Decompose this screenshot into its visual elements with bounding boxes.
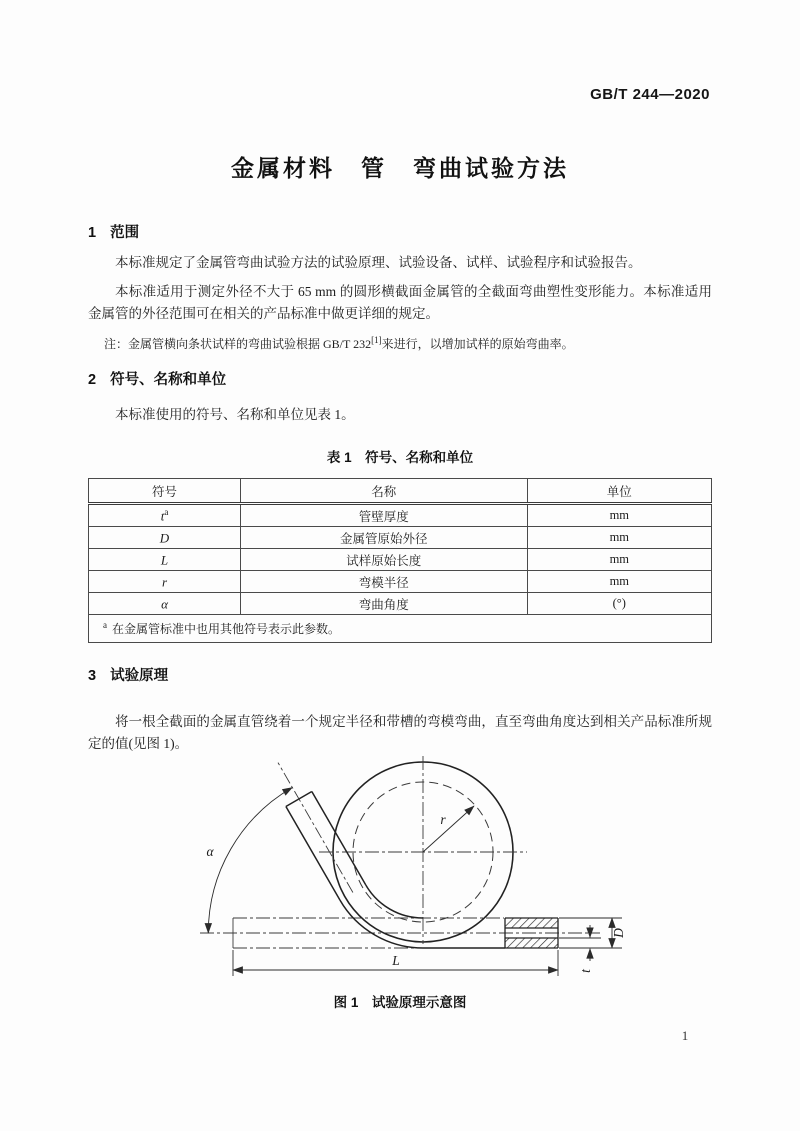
section-2-title: 符号、名称和单位 <box>110 372 227 388</box>
note-text-after: 来进行，以增加试样的原始弯曲率。 <box>381 337 574 351</box>
principle-diagram <box>185 745 645 983</box>
radius-dimension <box>423 806 474 852</box>
note-text: 金属管横向条状试样的弯曲试验根据 GB/T 232 <box>128 337 372 351</box>
table-header-symbol: 符号 <box>89 479 241 504</box>
symbols-intro-paragraph: 本标准使用的符号、名称和单位见表 1。 <box>115 407 355 422</box>
standard-code: GB/T 244—2020 <box>590 86 710 103</box>
former-centerlines <box>319 756 527 944</box>
length-label: L <box>392 953 400 968</box>
cell-name: 试样原始长度 <box>241 549 528 571</box>
cell-name: 管壁厚度 <box>241 504 528 527</box>
bent-pipe <box>286 792 505 949</box>
cell-symbol: α <box>89 593 241 615</box>
principle-paragraph: 将一根全截面的金属直管绕着一个规定半径和带槽的弯模弯曲，直至弯曲角度达到相关产品标准所规定的值(见图 1)。 <box>88 714 712 751</box>
cell-unit: mm <box>527 571 711 593</box>
page-number: 1 <box>681 1028 689 1043</box>
table-header-name: 名称 <box>241 479 528 504</box>
principle-figure <box>185 745 645 983</box>
section-3-title: 试验原理 <box>110 668 169 684</box>
table-row <box>89 504 712 527</box>
cell-unit: mm <box>527 549 711 571</box>
cell-unit: mm <box>527 504 711 527</box>
scope-paragraph-1: 本标准规定了金属管弯曲试验方法的试验原理、试验设备、试样、试验程序和试验报告。 <box>115 255 642 270</box>
cell-unit: (°) <box>527 593 711 615</box>
figure-caption: 图 1 试验原理示意图 <box>333 995 467 1010</box>
table-header-unit: 单位 <box>527 479 711 504</box>
table-row <box>89 549 712 571</box>
section-2-number: 2 <box>88 372 97 388</box>
document-title: 金属材料 管 弯曲试验方法 <box>231 155 569 181</box>
scope-paragraph-2: 本标准适用于测定外径不大于 65 mm 的圆形横截面金属管的全截面弯曲塑性变形能力。本标准适用金属管的外径范围可在相关的产品标准中做更详细的规定。 <box>88 284 712 321</box>
cell-name: 金属管原始外径 <box>241 527 528 549</box>
section-1-heading <box>88 221 712 242</box>
table-caption: 表 1 符号、名称和单位 <box>326 450 474 465</box>
section-3-heading <box>88 664 712 685</box>
diameter-label: D <box>611 928 626 938</box>
cell-symbol: D <box>89 527 241 549</box>
section-1-number: 1 <box>88 225 97 241</box>
cell-symbol: L <box>89 549 241 571</box>
radius-label: r <box>440 812 446 827</box>
cell-name: 弯模半径 <box>241 571 528 593</box>
note-label: 注： <box>104 337 129 351</box>
cell-unit: mm <box>527 527 711 549</box>
table-header-row <box>89 479 712 504</box>
symbols-table <box>88 478 712 643</box>
section-1-title: 范围 <box>110 225 140 241</box>
cell-symbol: $t^a$ <box>89 504 241 527</box>
table-footnote-row <box>89 615 712 643</box>
cell-name: 弯曲角度 <box>241 593 528 615</box>
table-row <box>89 593 712 615</box>
scope-note <box>104 331 712 353</box>
table-row <box>89 527 712 549</box>
table-row <box>89 571 712 593</box>
cell-symbol: r <box>89 571 241 593</box>
section-2-heading <box>88 368 712 389</box>
bent-pipe-centerline <box>278 763 353 893</box>
section-3-number: 3 <box>88 668 97 684</box>
citation-superscript: [1] <box>371 335 382 345</box>
alpha-label: α <box>206 844 214 859</box>
thickness-label: t <box>578 969 593 973</box>
angle-dimension-arc <box>208 788 292 934</box>
table-footnote: $^a$ 在金属管标准中也用其他符号表示此参数。 <box>89 615 712 643</box>
